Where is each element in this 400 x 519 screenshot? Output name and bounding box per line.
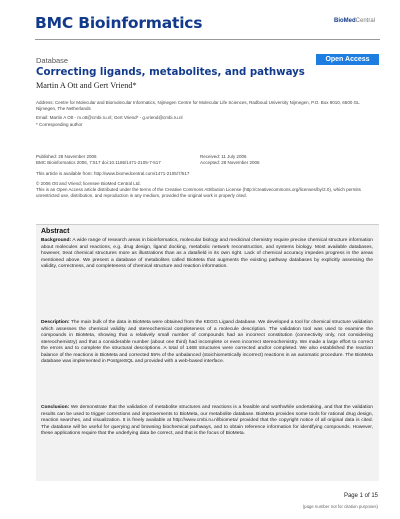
corresponding-note: * Corresponding author: [36, 122, 83, 127]
biomed-central-logo: [334, 18, 375, 25]
authors: Martin A Ott and Gert Vriend*: [36, 81, 137, 90]
copyright-line: © 2006 Ott and Vriend; licensee BioMed Central Ltd.: [36, 181, 141, 186]
article-title: Correcting ligands, metabolites, and pathways: [36, 67, 305, 78]
background-label: Background:: [41, 238, 72, 243]
license-text: This is an Open Access article distributed under the terms of the Creative Commons Attribution License (http://creativecommons.org/licenses/by/2.0), which permits unrestricted use, distribution, and reproduction in any medium, provided the original work is properly cited.: [36, 187, 361, 198]
abstract-description: [41, 320, 373, 366]
logo-central: Central: [355, 18, 375, 24]
journal-title: BMC Bioinformatics: [35, 14, 203, 32]
background-text: A wide range of research areas in bioinformatics, molecular biology and medicinal chemistry require precise chemical structure information about molecules and reactions, e.g. drug design, ligand docking, metabolic network reconstruction, and systems biology. Most available databases, however, treat chemical structures more as illustrations than as a datafield in its own right. Lack of chemical accuracy impedes progress in the areas mentioned above. We present a database of metabolites called BioMeta that augments the existing pathway databases by explicitly assessing the validity, correctness, and completeness of chemical structure and reaction information.: [41, 238, 373, 269]
page-number: Page 1 of 15: [343, 493, 378, 499]
license-block: [36, 181, 371, 199]
article-url-line: This article is available from: http://www.biomedcentral.com/1471-2105/7/517: [36, 171, 190, 176]
journal-header: [35, 14, 375, 36]
logo-bio: BioMed: [333, 18, 356, 24]
affiliation-email: Email: Martin A Ott - m.ott@cmbi.ru.nl; Gert Vriend* - g.vriend@cmbi.ru.nl: [36, 115, 183, 120]
citation-line: BMC Bioinformatics 2006, 7:517 doi:10.1186/1471-2105-7-517: [36, 160, 161, 165]
description-label: Description:: [41, 320, 70, 325]
open-access-badge: Open Access: [316, 54, 379, 65]
conclusion-text: We demonstrate that the validation of metabolite structures and reactions is a feasible and worthwhile undertaking, and that the validation results can be used to trigger corrections and improvements to BioMeta, our metabolite database. BioMeta provides some tools for rational drug design, reaction searches, and visualization. It is freely available at http://www.cmbi.ru.nl/biometa/ provided that the copyright notice of all original data is cited. The database will be useful for querying and browsing biochemical pathways, and to obtain reference information for identifying compounds. However, these applications require that the underlying data be correct, and that is the focus of BioMeta.: [41, 405, 373, 436]
dates-right: [200, 154, 260, 166]
abstract-background: [41, 238, 373, 271]
affiliation-address: Address: Centre for Molecular and Biomolecular Informatics, Nijmegen Centre for Molecular Life Sciences, Radboud University Nijmegen, P.O. Box 9010, 6500 GL Nijmegen, The Netherlands: [36, 100, 360, 111]
published-date: Published: 28 November 2006: [36, 154, 97, 159]
description-text: The main bulk of the data in BioMeta were obtained from the KEGG Ligand database. We developed a tool for chemical structure validation which assesses the chemical validity and stereochemical completeness of a molecule description. The validation tool was used to examine the compounds in BioMeta, showing that a relatively small number of compounds had an incorrect constitution (connectivity only, not considering stereochemistry) and that a considerable number (about one third) had incomplete or even incorrect stereochemistry. We made a large effort to correct the errors and to complete the structural descriptions. A total of 1468 structures were corrected and/or completed. We also established the reaction balance of the reactions in BioMeta and corrected 55% of the unbalanced (stoichiometrically incorrect) reactions in an automatic procedure. The BioMeta database was implemented in PostgreSQL and provided with a web-based interface.: [41, 320, 373, 364]
conclusion-label: Conclusion:: [41, 405, 70, 410]
abstract-heading: Abstract: [41, 228, 70, 235]
abstract-box: [36, 224, 379, 481]
received-date: Received: 11 July 2006: [200, 154, 247, 159]
abstract-conclusion: [41, 405, 373, 438]
page-number-note: (page number not for citation purposes): [302, 504, 378, 509]
accepted-date: Accepted: 28 November 2006: [200, 160, 260, 165]
header-divider: [35, 39, 380, 40]
section-label: Database: [36, 56, 69, 65]
dates-left: [36, 154, 161, 166]
